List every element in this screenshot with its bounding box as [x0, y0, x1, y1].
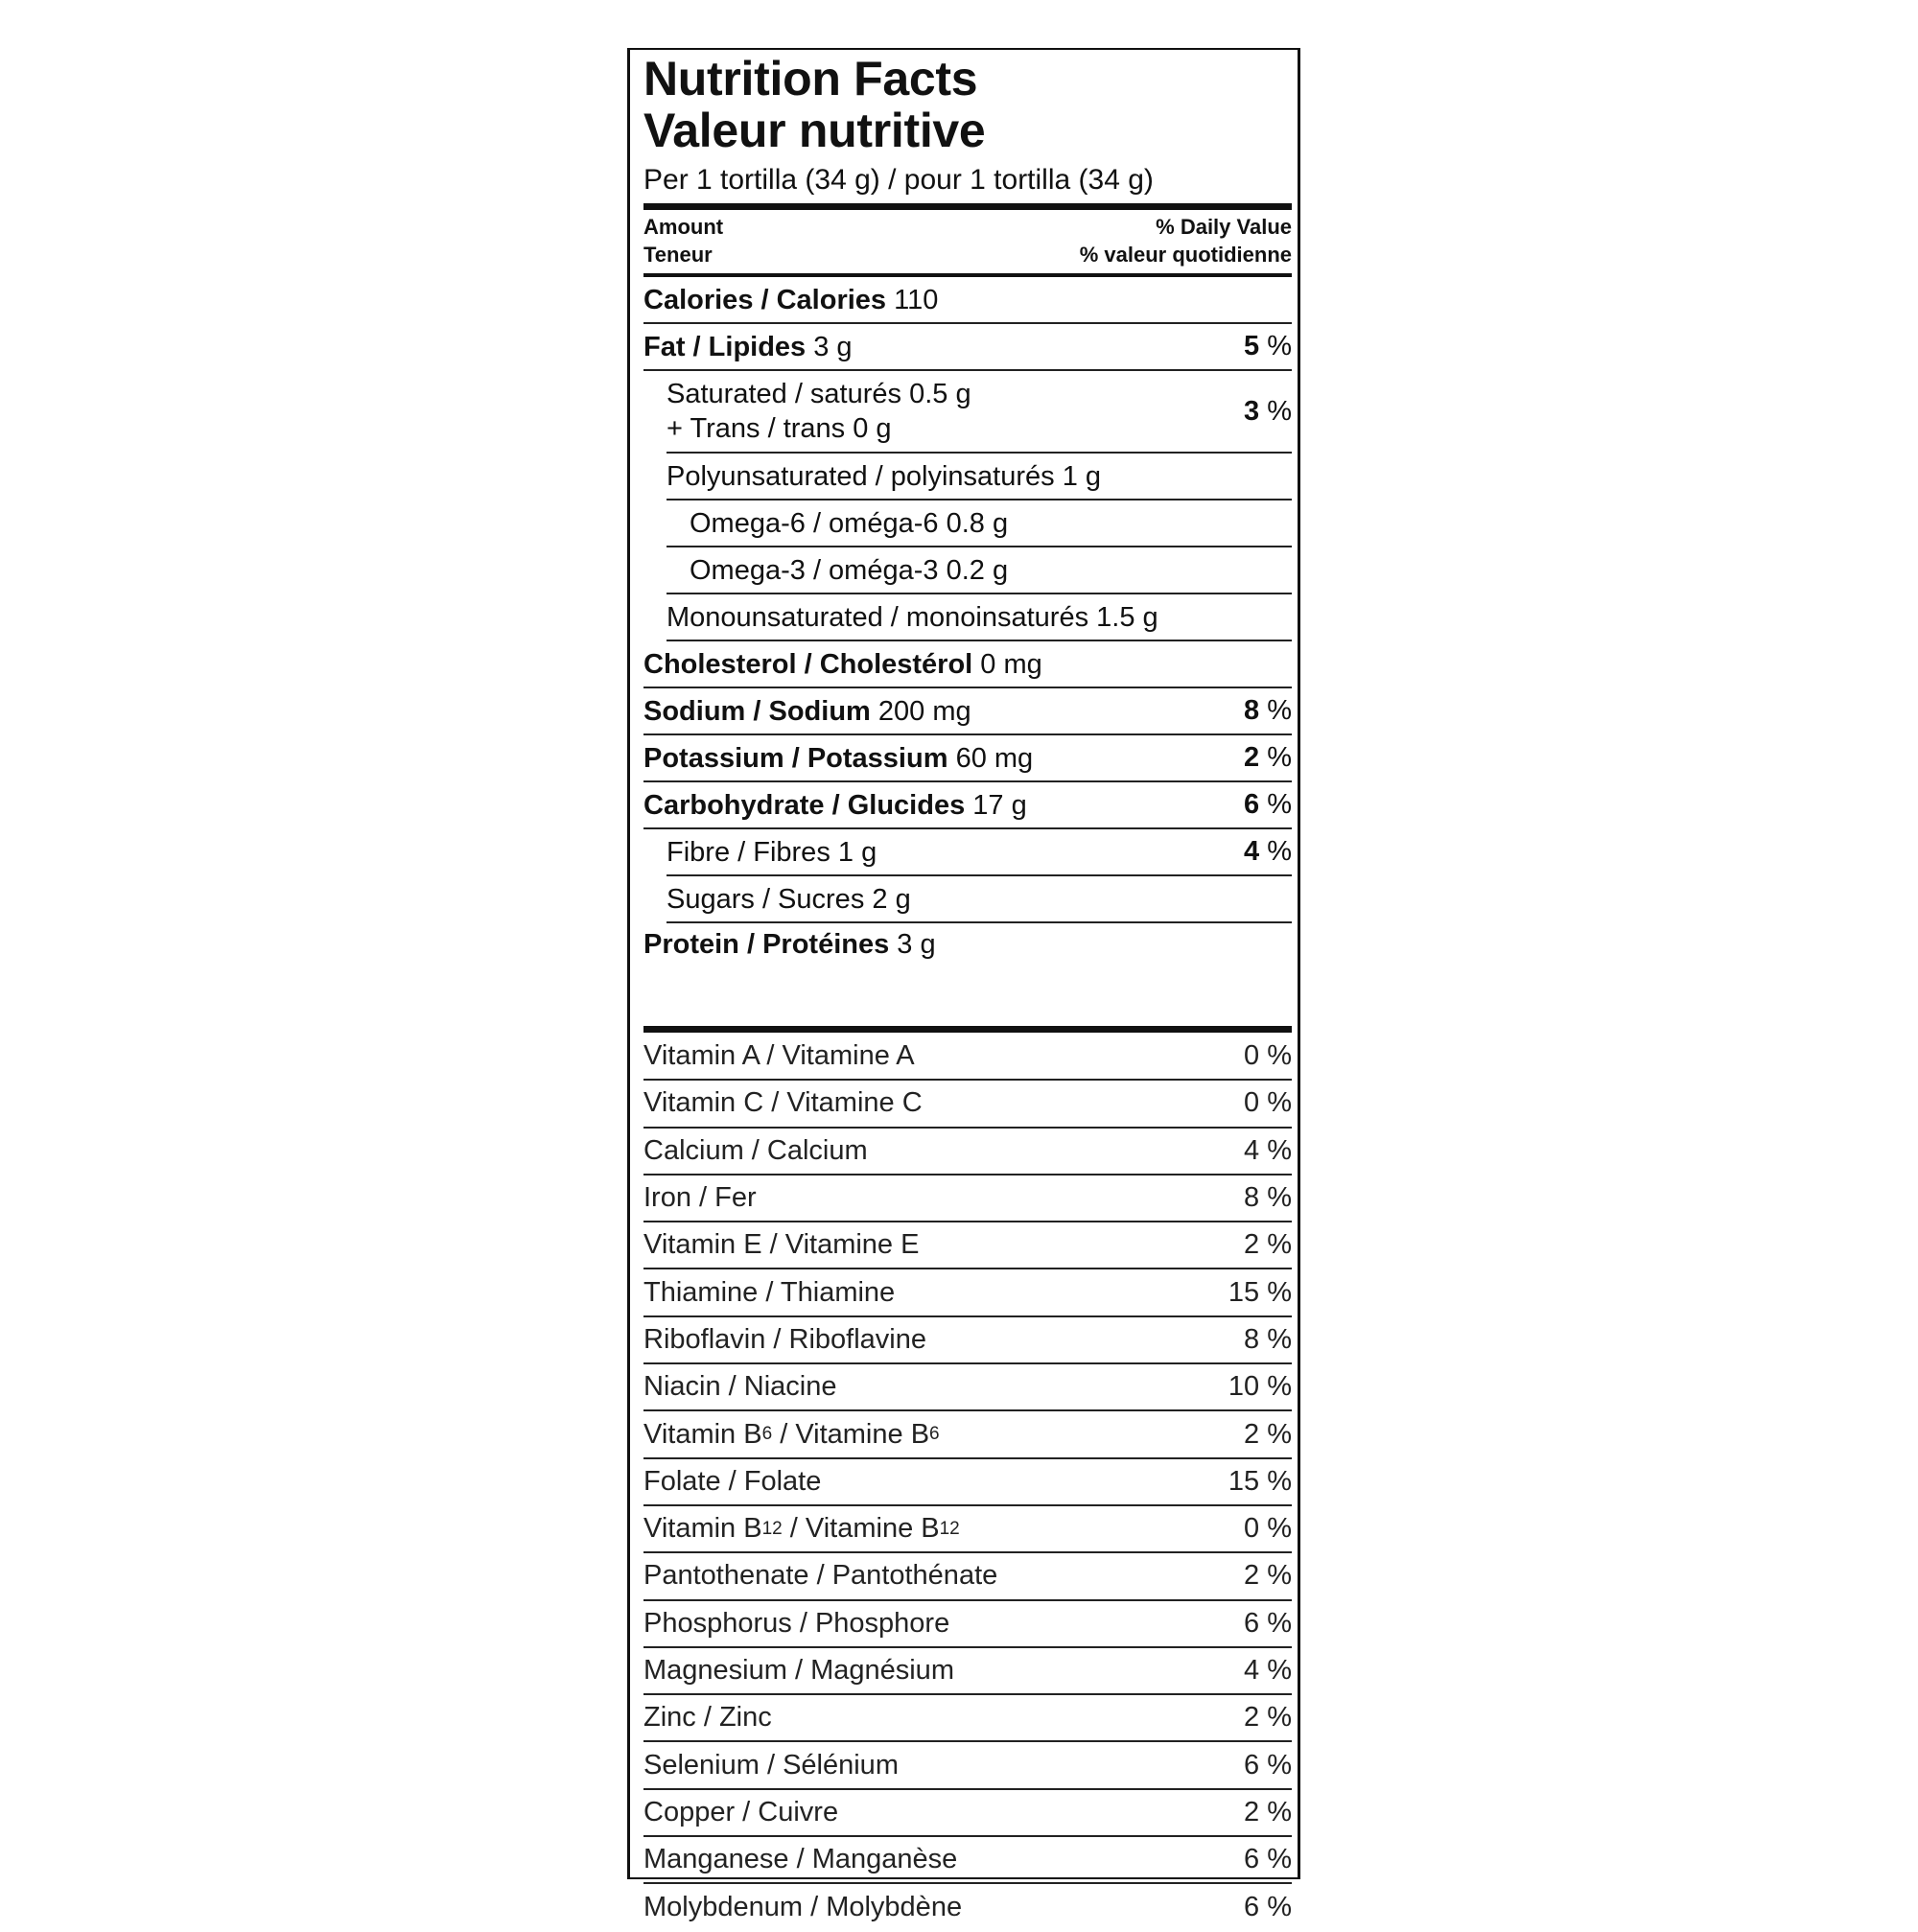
nutrient-label: Omega-6 / oméga-6 [690, 507, 939, 539]
daily-value-header-fr: % valeur quotidienne [1079, 243, 1292, 267]
amount-header-fr: Teneur [643, 243, 713, 267]
nutrient-label: Monounsaturated / monoinsaturés [667, 601, 1089, 633]
nutrient-amount: 1.5 g [1096, 601, 1158, 633]
daily-value-number: 8 [1244, 695, 1260, 726]
vitamin-row [643, 1364, 1292, 1411]
nutrient-row [643, 324, 1292, 371]
nutrient-label: Sugars / Sucres [667, 883, 865, 915]
nutrient-amount: 0 g [853, 413, 892, 444]
vitamin-name: Phosphorus / Phosphore [643, 1607, 950, 1639]
vitamin-name: Folate / Folate [643, 1465, 822, 1497]
nutrient-label: Omega-3 / oméga-3 [690, 554, 939, 586]
nutrient-label: Sodium / Sodium [643, 695, 871, 727]
vitamin-daily-value: 10 % [1228, 1371, 1292, 1403]
vitamin-row [643, 1222, 1292, 1269]
nutrient-row [643, 641, 1292, 688]
vitamin-name: Molybdenum / Molybdène [643, 1892, 963, 1923]
daily-value-unit: % [1267, 331, 1292, 361]
vitamin-name: Vitamin B 6 / Vitamine B 6 [643, 1418, 940, 1450]
nutrient-label: Calories / Calories [643, 284, 887, 315]
nutrient-amount: 0.2 g [946, 554, 1009, 586]
vitamin-daily-value: 4 % [1244, 1655, 1292, 1686]
nutrient-amount: 3 g [813, 331, 853, 362]
nutrient-amount: 1 g [837, 836, 877, 868]
vitamin-name: Copper / Cuivre [643, 1796, 839, 1827]
nutrient-row [667, 594, 1292, 641]
vitamin-daily-value: 4 % [1244, 1134, 1292, 1166]
daily-value-header [1080, 213, 1292, 268]
daily-value-header-en: % Daily Value [1156, 215, 1292, 239]
nutrient-amount: 2 g [872, 883, 911, 915]
vitamin-row [643, 1034, 1292, 1081]
vitamin-daily-value: 6 % [1244, 1892, 1292, 1923]
nutrient-row [667, 500, 1292, 547]
nutrient-row [667, 876, 1292, 923]
daily-value-unit: % [1267, 836, 1292, 867]
amount-header-en: Amount [643, 215, 724, 239]
title-french: Valeur nutritive [643, 104, 986, 157]
nutrient-row [643, 688, 1292, 735]
nutrient-label: Cholesterol / Cholestérol [643, 648, 973, 680]
vitamin-daily-value: 2 % [1244, 1702, 1292, 1734]
nutrient-amount: 3 g [897, 929, 936, 960]
vitamin-row [643, 1317, 1292, 1364]
vitamin-row [643, 1648, 1292, 1695]
vitamin-daily-value: 15 % [1228, 1465, 1292, 1497]
vitamin-name: Vitamin B 12 / Vitamine B 12 [643, 1513, 960, 1545]
nutrient-amount: 17 g [972, 789, 1027, 821]
vitamin-row [643, 1884, 1292, 1931]
nutrient-label: + Trans / trans [667, 413, 846, 444]
nutrient-label: Polyunsaturated / polyinsaturés [667, 460, 1055, 492]
thick-divider-top [643, 203, 1292, 210]
nutrient-label: Protein / Protéines [643, 929, 890, 960]
nutrient-amount: 110 [894, 284, 939, 315]
daily-value-number: 6 [1244, 789, 1260, 820]
vitamin-row [643, 1081, 1292, 1128]
nutrient-amount: 200 mg [877, 695, 971, 727]
nutrient-amount: 60 mg [955, 742, 1034, 774]
vitamin-row [643, 1459, 1292, 1506]
nutrient-amount: 0.5 g [909, 379, 971, 409]
daily-value-number: 3 [1244, 395, 1260, 427]
vitamin-daily-value: 15 % [1228, 1276, 1292, 1308]
vitamin-row [643, 1175, 1292, 1222]
vitamin-name: Vitamin A / Vitamine A [643, 1040, 915, 1072]
vitamin-name: Iron / Fer [643, 1182, 757, 1214]
vitamin-daily-value: 0 % [1244, 1087, 1292, 1119]
vitamin-row [643, 1553, 1292, 1600]
vitamin-daily-value: 0 % [1244, 1513, 1292, 1545]
vitamin-daily-value: 0 % [1244, 1040, 1292, 1072]
nutrient-row [643, 735, 1292, 782]
vitamin-name: Magnesium / Magnésium [643, 1655, 954, 1686]
nutrient-rows [643, 277, 1292, 966]
daily-value-unit: % [1267, 395, 1292, 427]
vitamin-rows [643, 1034, 1292, 1932]
vitamin-name: Riboflavin / Riboflavine [643, 1323, 926, 1355]
vitamin-row [643, 1269, 1292, 1316]
nutrient-amount: 0 mg [980, 648, 1042, 680]
vitamin-daily-value: 2 % [1244, 1229, 1292, 1261]
nutrient-row [643, 923, 1292, 966]
vitamin-daily-value: 8 % [1244, 1323, 1292, 1355]
vitamin-name: Calcium / Calcium [643, 1134, 868, 1166]
daily-value-unit: % [1267, 742, 1292, 773]
vitamin-name: Vitamin E / Vitamine E [643, 1229, 920, 1261]
vitamin-daily-value: 6 % [1244, 1607, 1292, 1639]
vitamin-name: Vitamin C / Vitamine C [643, 1087, 923, 1119]
nutrition-facts-label [627, 48, 1300, 1923]
vitamin-daily-value: 2 % [1244, 1796, 1292, 1827]
vitamin-row [643, 1695, 1292, 1742]
daily-value-number: 5 [1244, 331, 1260, 361]
vitamin-row [643, 1411, 1292, 1458]
daily-value-number: 4 [1244, 836, 1260, 867]
nutrient-row [643, 782, 1292, 829]
nutrient-label: Fibre / Fibres [667, 836, 830, 868]
nutrient-label: Potassium / Potassium [643, 742, 948, 774]
nutrient-amount: 1 g [1062, 460, 1102, 492]
vitamin-row [643, 1601, 1292, 1648]
nutrient-row [643, 277, 1292, 324]
title-english: Nutrition Facts [643, 52, 978, 105]
thick-divider-vitamins [643, 1026, 1292, 1033]
vitamin-name: Zinc / Zinc [643, 1702, 772, 1734]
vitamin-row [643, 1506, 1292, 1553]
vitamin-name: Selenium / Sélénium [643, 1749, 899, 1781]
amount-header [643, 213, 723, 268]
daily-value-number: 2 [1244, 742, 1260, 773]
nutrient-row [667, 454, 1292, 500]
vitamin-daily-value: 2 % [1244, 1560, 1292, 1592]
daily-value-unit: % [1267, 789, 1292, 820]
vitamin-name: Pantothenate / Pantothénate [643, 1560, 998, 1592]
serving-size: Per 1 tortilla (34 g) / pour 1 tortilla (34 g) [643, 164, 1154, 196]
vitamin-name: Manganese / Manganèse [643, 1844, 958, 1875]
vitamin-row [643, 1742, 1292, 1789]
nutrient-label: Saturated / saturés [667, 379, 902, 409]
nutrient-label: Fat / Lipides [643, 331, 807, 362]
vitamin-daily-value: 8 % [1244, 1182, 1292, 1214]
nutrient-row [667, 829, 1292, 876]
vitamin-daily-value: 6 % [1244, 1844, 1292, 1875]
vitamin-name: Thiamine / Thiamine [643, 1276, 896, 1308]
nutrient-row [667, 371, 1292, 454]
vitamin-row [643, 1129, 1292, 1175]
vitamin-daily-value: 6 % [1244, 1749, 1292, 1781]
daily-value-unit: % [1267, 695, 1292, 726]
vitamin-row [643, 1837, 1292, 1884]
nutrient-label: Carbohydrate / Glucides [643, 789, 966, 821]
nutrient-amount: 0.8 g [946, 507, 1009, 539]
vitamin-daily-value: 2 % [1244, 1418, 1292, 1450]
nutrient-row [667, 547, 1292, 594]
vitamin-row [643, 1790, 1292, 1837]
vitamin-name: Niacin / Niacine [643, 1371, 837, 1403]
